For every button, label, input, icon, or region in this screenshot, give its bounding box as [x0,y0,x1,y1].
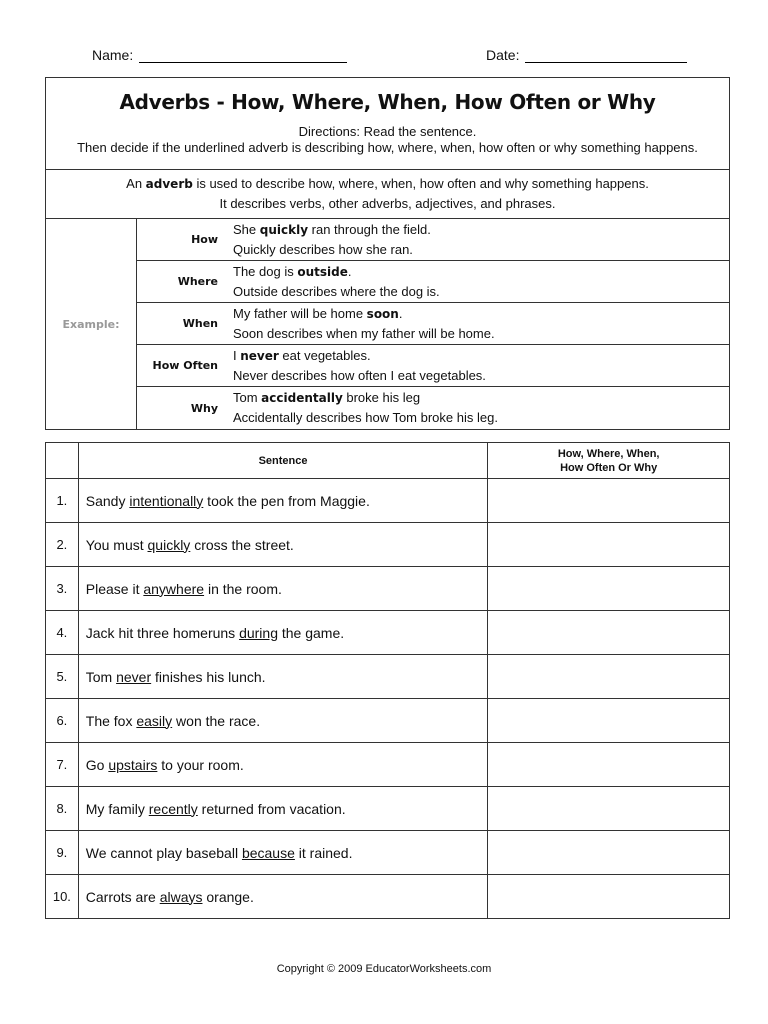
underlined-adverb: upstairs [108,756,158,773]
example-text [233,262,725,302]
question-number: 8. [46,787,79,831]
sentence-post: won the race. [172,712,261,729]
example-sentence [233,262,725,282]
table-row [46,523,730,567]
definition-keyword: adverb [145,177,193,191]
question-number: 3. [46,567,79,611]
example-sentence [233,220,725,240]
underlined-adverb: because [241,844,295,861]
question-sentence [78,479,488,523]
question-number: 5. [46,655,79,699]
name-label: Name: [92,47,134,63]
example-explanation: Outside describes where the dog is. [233,284,440,299]
example-row [136,303,729,345]
example-adverb: outside [297,265,348,279]
copyright-footer: Copyright © 2009 EducatorWorksheets.com [276,963,492,975]
sentence-post: orange. [202,888,254,905]
example-sentence [233,388,725,408]
answer-cell[interactable] [488,655,730,699]
underlined-adverb: never [116,668,152,685]
sentence-post: finishes his lunch. [151,668,266,685]
example-explanation: Never describes how often I eat vegetables. [233,368,486,383]
adverb-definition [46,169,729,219]
answer-cell[interactable] [488,743,730,787]
answer-cell[interactable] [488,699,730,743]
directions-line-2: Then decide if the underlined adverb is describing how, where, when, how often or why something happens. [77,140,698,155]
examples-section [46,219,729,429]
answer-cell[interactable] [488,479,730,523]
question-number: 4. [46,611,79,655]
example-sentence-pre: The dog is [233,264,298,279]
date-field-row [486,46,687,63]
example-type: When [182,317,218,330]
example-adverb: quickly [259,223,309,237]
sentence-pre: Carrots are [85,888,160,905]
example-row [136,387,729,429]
sentence-post: to your room. [157,756,244,773]
sentence-post: the game. [277,624,345,641]
example-label: Example: [46,219,137,429]
question-sentence [78,523,488,567]
example-sentence [233,304,725,324]
question-sentence [78,787,488,831]
table-row [46,479,730,523]
name-blank-line[interactable] [139,46,347,63]
sentence-post: cross the street. [190,536,294,553]
example-text [233,346,725,386]
example-row [136,345,729,387]
example-text [233,304,725,344]
table-row [46,655,730,699]
worksheet-title: Adverbs - How, Where, When, How Often or Why [119,90,656,114]
definition-line-1 [46,174,729,194]
example-sentence-pre: She [233,222,260,237]
sentence-pre: Sandy [85,492,130,509]
sentence-pre: The fox [85,712,137,729]
table-row [46,743,730,787]
sentence-pre: You must [85,536,148,553]
sentence-post: in the room. [204,580,282,597]
example-sentence-post: . [347,264,352,279]
example-sentence-post: . [398,306,403,321]
directions [46,124,729,156]
instructions-box [45,77,730,430]
question-number: 10. [46,875,79,919]
date-label: Date: [486,47,520,63]
example-text [233,388,725,428]
example-sentence-post: eat vegetables. [278,348,371,363]
sentence-column-header: Sentence [78,443,488,479]
example-adverb: soon [366,307,399,321]
example-sentence [233,346,725,366]
question-number: 9. [46,831,79,875]
answer-cell[interactable] [488,611,730,655]
example-type: How [191,233,218,246]
question-number: 2. [46,523,79,567]
table-row [46,875,730,919]
question-sentence [78,655,488,699]
worksheet-table [45,442,730,919]
directions-line-1: Directions: Read the sentence. [298,124,477,139]
underlined-adverb: easily [136,712,173,729]
example-adverb: never [240,349,279,363]
sentence-post: it rained. [294,844,353,861]
example-type: How Often [152,359,218,372]
question-sentence [78,611,488,655]
answer-column-header [488,443,730,479]
question-sentence [78,831,488,875]
answer-cell[interactable] [488,567,730,611]
sentence-pre: Jack hit three homeruns [85,624,240,641]
question-sentence [78,567,488,611]
example-type: Where [177,275,218,288]
underlined-adverb: intentionally [129,492,204,509]
name-field-row [92,46,347,63]
question-sentence [78,875,488,919]
example-explanation: Soon describes when my father will be home. [233,326,495,341]
question-sentence [78,699,488,743]
answer-cell[interactable] [488,831,730,875]
example-row [136,219,729,261]
table-row [46,611,730,655]
sentence-post: took the pen from Maggie. [203,492,370,509]
table-header-row [46,443,730,479]
example-text [233,220,725,260]
date-blank-line[interactable] [525,46,687,63]
sentence-pre: We cannot play baseball [85,844,242,861]
answer-cell[interactable] [488,787,730,831]
underlined-adverb: always [159,888,203,905]
sentence-pre: My family [85,800,149,817]
example-explanation: Quickly describes how she ran. [233,242,413,257]
question-number: 6. [46,699,79,743]
table-row [46,831,730,875]
sentence-post: returned from vacation. [197,800,346,817]
table-row [46,787,730,831]
table-row [46,699,730,743]
example-explanation: Accidentally describes how Tom broke his leg. [233,410,498,425]
underlined-adverb: during [239,624,278,641]
sentence-pre: Go [85,756,109,773]
underlined-adverb: quickly [147,536,191,553]
question-rows [46,479,730,919]
example-sentence-pre: My father will be home [233,306,367,321]
question-sentence [78,743,488,787]
example-type: Why [190,401,218,415]
question-number: 7. [46,743,79,787]
answer-header-line-1: How, Where, When, [557,447,660,460]
example-sentence-post: ran through the field. [308,222,431,237]
number-column-header [46,443,79,479]
example-adverb: accidentally [261,391,343,405]
example-sentence-post: broke his leg [342,390,421,405]
example-sentence-pre: I [233,348,241,363]
answer-cell[interactable] [488,523,730,567]
definition-post: is used to describe how, where, when, how often and why something happens. [192,176,649,191]
underlined-adverb: recently [148,800,198,817]
definition-pre: An [126,176,146,191]
question-number: 1. [46,479,79,523]
underlined-adverb: anywhere [143,580,205,597]
table-row [46,567,730,611]
definition-line-2: It describes verbs, other adverbs, adjectives, and phrases. [219,196,556,211]
example-row [136,261,729,303]
answer-cell[interactable] [488,875,730,919]
example-sentence-pre: Tom [233,390,262,405]
sentence-pre: Tom [85,668,117,685]
sentence-pre: Please it [85,580,144,597]
answer-header-line-2: How Often Or Why [560,461,658,474]
